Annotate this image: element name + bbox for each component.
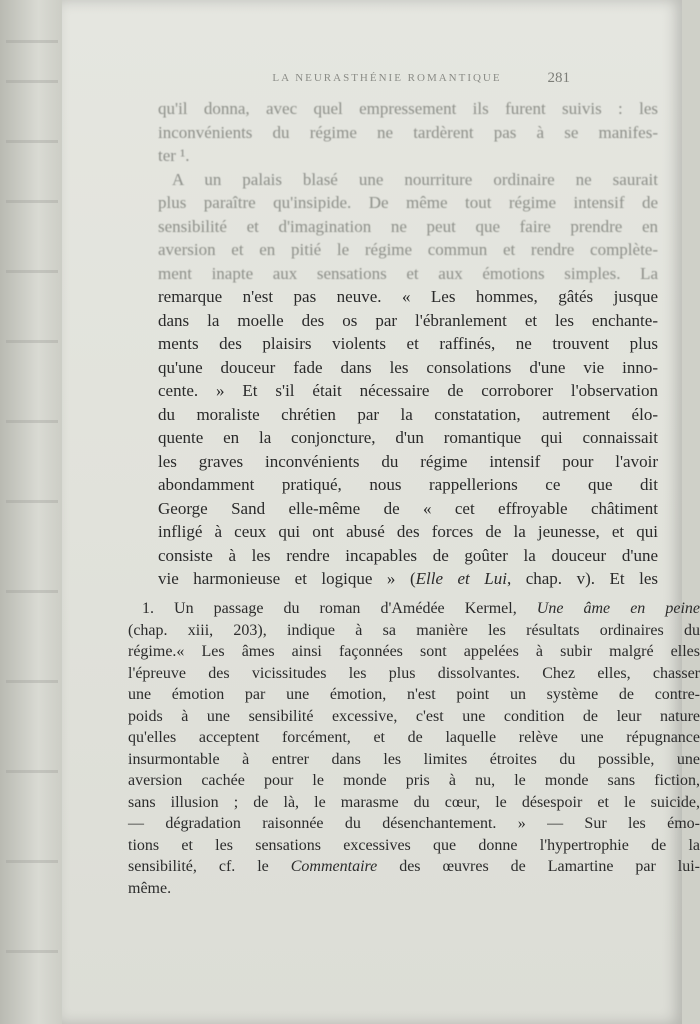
text-line: dans la moelle des os par l'ébranlement et les enchante- bbox=[158, 310, 658, 330]
footnote-line: tions et les sensations excessives que donne l'hypertrophie de la bbox=[128, 836, 700, 854]
page-number: 281 bbox=[547, 70, 570, 86]
text-line: les graves inconvénients du régime intensif pour l'avoir bbox=[158, 451, 658, 471]
commentaire-italic: Commentaire bbox=[290, 858, 378, 875]
text-line: A un palais blasé une nourriture ordinaire ne saurait bbox=[172, 169, 658, 189]
text-line: ments des plaisirs violents et raffinés, ne trouvent plus bbox=[158, 334, 658, 353]
text-line: du moraliste chrétien par la constatation, autrement élo- bbox=[158, 404, 658, 424]
footnote-line: insurmontable à entrer dans les limites étroites du possible, une bbox=[128, 750, 700, 768]
footnote-line: aversion cachée pour le monde pris à nu, le monde sans fiction, bbox=[128, 772, 700, 789]
main-text bbox=[158, 97, 658, 591]
footnote-line: — dégradation raisonnée du désenchantement. » — Sur les émo- bbox=[128, 815, 700, 832]
text-segment: vie harmonieuse et logique » ( bbox=[158, 569, 416, 588]
text-line: aversion et en pitié le régime commun et rendre complète- bbox=[158, 240, 658, 259]
running-title: LA NEURASTHÉNIE ROMANTIQUE bbox=[272, 72, 502, 84]
text-line: qu'une douceur fade dans les consolations d'une vie inno- bbox=[158, 357, 658, 377]
footnote-line: qu'elles acceptent forcément, et de laquelle relève une répugnance bbox=[128, 729, 700, 746]
text-line-last bbox=[158, 567, 658, 591]
text-line: inconvénients du régime ne tardèrent pas à se manifes- bbox=[158, 122, 658, 142]
text-line: sensibilité et d'imagination ne peut que faire prendre en bbox=[158, 216, 658, 236]
footnote bbox=[128, 598, 700, 899]
novel-title-italic: Une âme en peine bbox=[536, 600, 700, 617]
text-line: remarque n'est pas neuve. « Les hommes, gâtés jusque bbox=[158, 287, 658, 306]
text-segment: des œuvres de Lamartine par lui- bbox=[377, 858, 700, 875]
footnote-line: une émotion par une émotion, n'est point un système de contre- bbox=[128, 686, 700, 703]
text-line: ter ¹. bbox=[158, 146, 190, 165]
text-line: consiste à les rendre incapables de goûter la douceur d'une bbox=[158, 545, 658, 565]
text-line: plus paraître qu'insipide. De même tout régime intensif de bbox=[158, 193, 658, 212]
footnote-line: poids à une sensibilité excessive, c'est une condition de leur nature bbox=[128, 707, 700, 725]
text-line: quente en la conjoncture, d'un romantique qui connaissait bbox=[158, 428, 658, 447]
footnote-line: l'épreuve des vicissitudes les plus dissolvantes. Chez elles, chasser bbox=[128, 664, 700, 682]
text-line: ment inapte aux sensations et aux émotions simples. La bbox=[158, 263, 658, 283]
text-line: cente. » Et s'il était nécessaire de corroborer l'observation bbox=[158, 381, 658, 400]
text-segment: sensibilité, cf. le bbox=[128, 858, 291, 875]
footnote-line: sans illusion ; de là, le marasme du cœur, le désespoir et le suicide, bbox=[128, 793, 700, 811]
text-line: abondamment pratiqué, nous rappellerions ce que dit bbox=[158, 475, 658, 494]
text-segment: 1. Un passage du roman d'Amédée Kermel, bbox=[142, 600, 537, 617]
footnote-line bbox=[128, 598, 700, 620]
text-line: George Sand elle-même de « cet effroyable châtiment bbox=[158, 498, 658, 518]
text-segment: , chap. v). Et les bbox=[506, 569, 658, 588]
facing-page-edge bbox=[0, 0, 70, 1024]
book-title-italic: Elle et Lui bbox=[415, 569, 507, 588]
text-line: infligé à ceux qui ont abusé des forces de la jeunesse, et qui bbox=[158, 522, 658, 541]
footnote-line bbox=[128, 856, 700, 878]
footnote-line: (chap. xiii, 203), indique à sa manière les résultats ordinaires du bbox=[128, 621, 700, 639]
footnote-line: même. bbox=[128, 879, 172, 897]
text-line: qu'il donna, avec quel empressement ils furent suivis : les bbox=[158, 99, 658, 118]
footnote-line: régime.« Les âmes ainsi façonnées sont appelées à subir malgré elles bbox=[128, 643, 700, 660]
book-page bbox=[62, 0, 700, 1024]
